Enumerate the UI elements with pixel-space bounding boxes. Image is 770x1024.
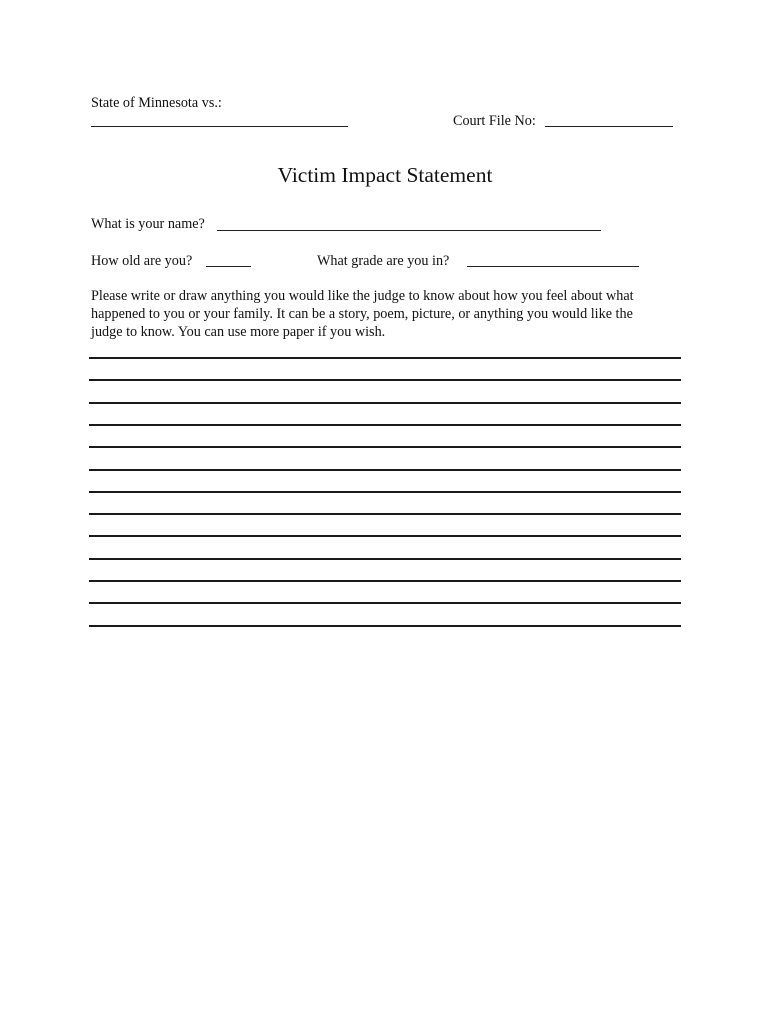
court-file-label: Court File No: <box>453 113 536 129</box>
name-label: What is your name? <box>91 216 205 232</box>
writing-line[interactable] <box>89 469 681 471</box>
writing-line[interactable] <box>89 424 681 426</box>
grade-label: What grade are you in? <box>317 253 450 269</box>
age-field[interactable] <box>206 266 251 267</box>
instructions-paragraph <box>91 287 691 341</box>
defendant-name-field[interactable] <box>91 126 348 127</box>
grade-field[interactable] <box>467 266 639 267</box>
writing-line[interactable] <box>89 625 681 627</box>
writing-line[interactable] <box>89 535 681 537</box>
case-caption-label: State of Minnesota vs.: <box>91 95 222 111</box>
writing-line[interactable] <box>89 446 681 448</box>
writing-line[interactable] <box>89 402 681 404</box>
name-field[interactable] <box>217 230 601 231</box>
writing-line[interactable] <box>89 558 681 560</box>
writing-line[interactable] <box>89 357 681 359</box>
writing-line[interactable] <box>89 580 681 582</box>
writing-line[interactable] <box>89 513 681 515</box>
writing-line[interactable] <box>89 379 681 381</box>
writing-line[interactable] <box>89 602 681 604</box>
page-title: Victim Impact Statement <box>277 163 493 187</box>
instructions-line: happened to you or your family. It can be a story, poem, picture, or anything you would like the <box>91 306 633 322</box>
age-label: How old are you? <box>91 253 193 269</box>
instructions-line: Please write or draw anything you would like the judge to know about how you feel about what <box>91 288 634 304</box>
instructions-line: judge to know. You can use more paper if you wish. <box>91 324 386 340</box>
court-file-number-field[interactable] <box>545 126 673 127</box>
writing-line[interactable] <box>89 491 681 493</box>
